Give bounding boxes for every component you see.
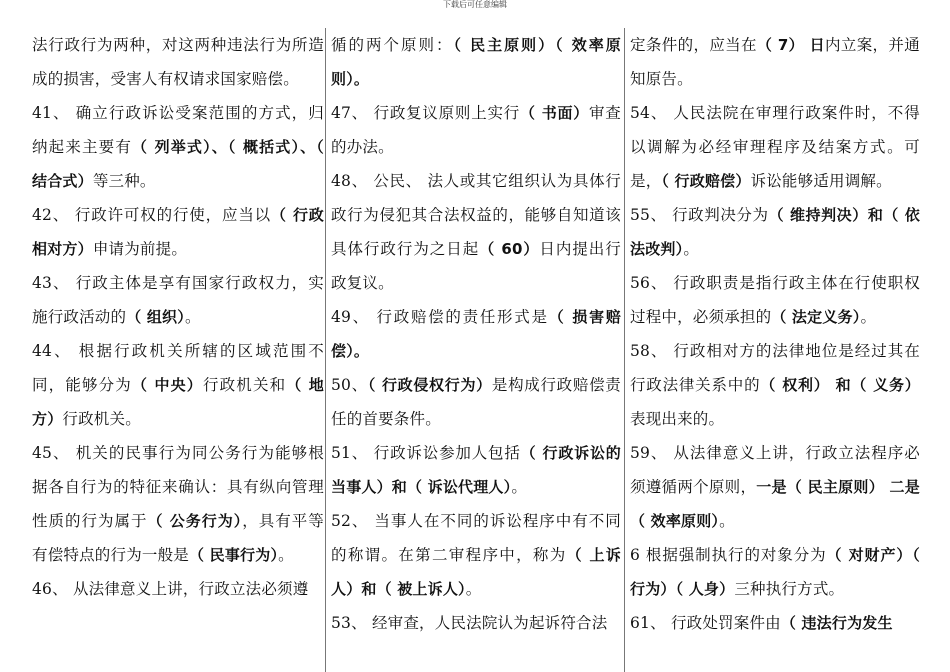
paragraph: [331, 300, 621, 368]
question-text: 日内提出行政复议。: [331, 240, 621, 292]
paragraph: [331, 504, 621, 606]
answer-text: （ 法定义务）: [771, 308, 861, 326]
question-text: 45、 机关的民事行为同公务行为能够根据各自行为的特征来确认：具有纵向管理性质的行为属于: [32, 444, 324, 530]
answer-text: （ 上诉人）和（ 被上诉人）: [331, 546, 621, 598]
question-text: 表现出来的。: [630, 410, 725, 428]
column-1: [32, 28, 324, 672]
question-text: 。: [719, 512, 735, 530]
question-text: 诉讼能够适用调解。: [750, 172, 892, 190]
question-text: 43、 行政主体是享有国家行政权力，实施行政活动的: [32, 274, 324, 326]
question-text: 等三种。: [92, 172, 156, 190]
paragraph: [32, 572, 324, 606]
question-text: 59、 从法律意义上讲，行政立法程序必须遵循两个原则，: [630, 444, 920, 496]
answer-text: （ 书面）: [519, 104, 590, 122]
question-text: 42、 行政许可权的行使，应当以: [32, 206, 272, 224]
answer-text: 一是（ 民主原则） 二是（ 效率原则）: [630, 478, 920, 530]
answer-text: （ 公务行为）: [147, 512, 243, 530]
paragraph: [331, 164, 621, 300]
question-text: 49、 行政赔偿的责任形式是: [331, 308, 549, 326]
column-divider: [624, 28, 625, 672]
question-text: 6 根据强制执行的对象分为: [630, 546, 827, 564]
question-text: 61、 行政处罚案件由: [630, 614, 781, 632]
answer-text: （ 组织）: [126, 308, 185, 326]
question-text: 行政机关。: [62, 410, 141, 428]
paragraph: [331, 28, 621, 96]
paragraph: [630, 538, 920, 606]
column-2: [331, 28, 621, 672]
question-text: 审查的办法。: [331, 104, 621, 156]
paragraph: [630, 606, 920, 640]
question-text: 三种执行方式。: [734, 580, 845, 598]
answer-text: （ 列举式）、（ 概括式）、（ 结合式）: [32, 138, 324, 190]
paragraph: [32, 96, 324, 198]
paragraph: [32, 334, 324, 436]
answer-text: （ 权利） 和（ 义务）: [760, 376, 920, 394]
question-text: 。: [860, 308, 877, 326]
question-text: 52、 当事人在不同的诉讼程序中有不同的称谓。在第二审程序中，称为: [331, 512, 621, 564]
question-text: 41、 确立行政诉讼受案范围的方式，归纳起来主要有: [32, 104, 324, 156]
answer-text: （ 行政侵权行为）: [367, 376, 492, 394]
answer-text: （ 行政相对方）: [32, 206, 324, 258]
answer-text: （ 民事行为）: [189, 546, 279, 564]
question-text: 54、 人民法院在审理行政案件时，不得以调解为必经审理程序及结案方式。可是，: [630, 104, 920, 190]
paragraph: [331, 606, 621, 640]
answer-text: （ 对财产）（ 行为）（ 人身）: [630, 546, 920, 598]
question-text: 。: [184, 308, 201, 326]
answer-text: （ 地方）: [32, 376, 324, 428]
question-text: 44、 根据行政机关所辖的区域范围不同，能够分为: [32, 342, 324, 394]
answer-text: （ 行政诉讼的当事人）和（ 诉讼代理人）: [331, 444, 621, 496]
paragraph: [331, 436, 621, 504]
question-text: 行政机关和: [202, 376, 287, 394]
answer-text: （ 维持判决）和（ 依法改判）: [630, 206, 920, 258]
paragraph: [630, 96, 920, 198]
answer-text: （ 违法行为发生: [780, 614, 893, 632]
paragraph: [32, 266, 324, 334]
question-text: 定条件的，应当在: [630, 36, 757, 54]
question-text: 申请为前提。: [92, 240, 188, 258]
paragraph: [32, 198, 324, 266]
paragraph: [32, 436, 324, 572]
question-text: 55、 行政判决分为: [630, 206, 769, 224]
question-text: 51、 行政诉讼参加人包括: [331, 444, 521, 462]
answer-text: （ 60）: [479, 240, 540, 258]
question-text: 法行政行为两种，对这两种违法行为所造成的损害，受害人有权请求国家赔偿。: [32, 36, 324, 88]
page-header: 下载后可任意编辑: [443, 0, 507, 9]
question-text: 循的两个原则：: [331, 36, 454, 54]
question-text: 。: [511, 478, 528, 496]
question-text: 46、 从法律意义上讲，行政立法必须遵: [32, 580, 309, 598]
paragraph: [32, 28, 324, 96]
paragraph: [331, 96, 621, 164]
paragraph: [630, 198, 920, 266]
column-3: [630, 28, 920, 672]
question-text: 58、 行政相对方的法律地位是经过其在行政法律关系中的: [630, 342, 920, 394]
answer-text: （ 行政赔偿）: [661, 172, 751, 190]
question-text: 53、 经审查，人民法院认为起诉符合法: [331, 614, 608, 632]
question-text: 。: [683, 240, 700, 258]
question-text: 47、 行政复议原则上实行: [331, 104, 520, 122]
question-text: 是构成行政赔偿责任的首要条件。: [331, 376, 621, 428]
question-text: 56、 行政职责是指行政主体在行使职权过程中，必须承担的: [630, 274, 920, 326]
question-text: 。: [278, 546, 294, 564]
paragraph: [630, 28, 920, 96]
paragraph: [630, 436, 920, 538]
paragraph: [630, 266, 920, 334]
answer-text: （ 民主原则）（ 效率原则）。: [331, 36, 621, 88]
paragraph: [331, 368, 621, 436]
answer-text: （ 中央）: [131, 376, 203, 394]
answer-text: （ 7） 日: [756, 36, 825, 54]
question-text: ，具有平等有偿特点的行为一般是: [32, 512, 324, 564]
question-text: 。: [465, 580, 482, 598]
column-divider: [325, 28, 326, 672]
question-text: 50、: [331, 376, 368, 394]
answer-text: （ 损害赔偿）。: [331, 308, 621, 360]
paragraph: [630, 334, 920, 436]
question-text: 内立案，并通知原告。: [630, 36, 920, 88]
question-text: 48、 公民、 法人或其它组织认为具体行政行为侵犯其合法权益的，能够自知道该具体行政行为之日起: [331, 172, 621, 258]
